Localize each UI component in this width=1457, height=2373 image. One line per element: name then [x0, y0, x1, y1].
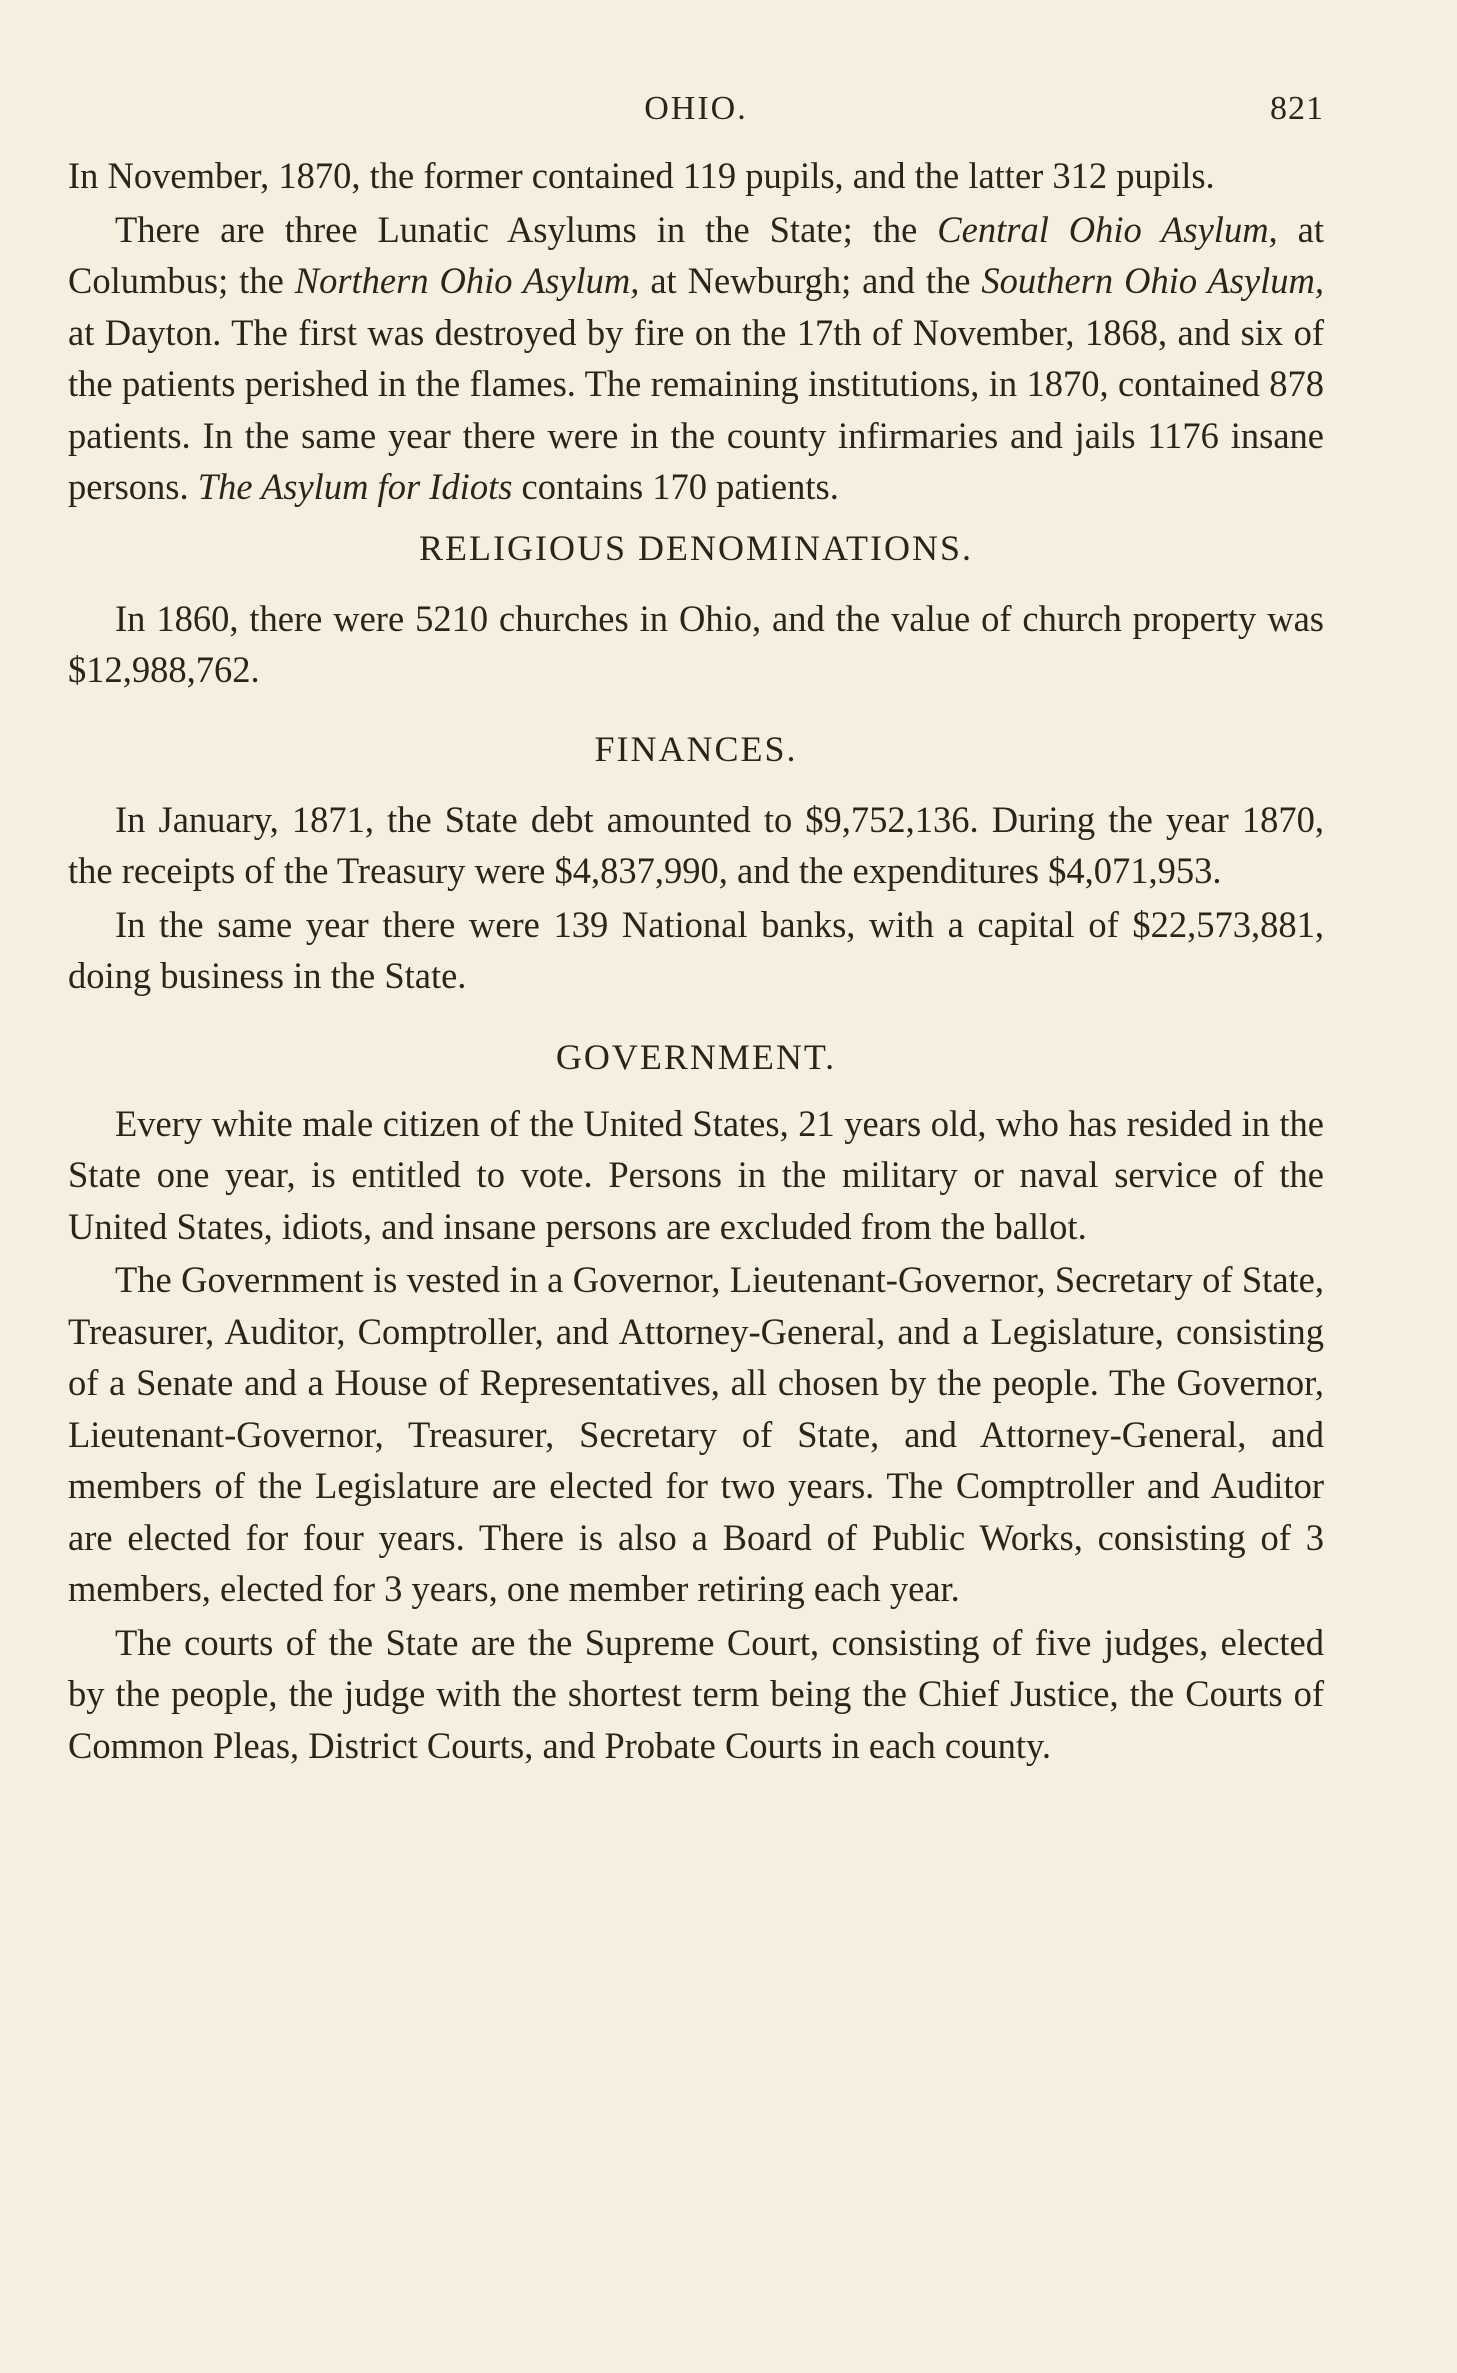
paragraph-national-banks: In the same year there were 139 National banks, with a capital of $22,573,881, doing business in the State.	[68, 903, 1324, 996]
asylum-name-idiots: The Asylum for Idiots	[197, 466, 513, 507]
asylums-text-1: There are three Lunatic Asylums in the State; the	[115, 208, 938, 250]
paragraph-voting: Every white male citizen of the United States, 21 years old, who has resided in the State one year, is entitled to vote. Persons in the military or naval service of the United States, idiots, and insane persons are excluded from the ballot.	[68, 1102, 1324, 1247]
heading-religious-denominations: RELIGIOUS DENOMINATIONS.	[419, 527, 973, 568]
book-page	[68, 90, 1324, 1773]
paragraph-state-debt: In January, 1871, the State debt amounted to $9,752,136. During the year 1870, the receipts of the Treasury were $4,837,990, and the expenditures $4,071,953.	[68, 798, 1324, 891]
asylum-name-northern: Northern Ohio Asylum,	[294, 260, 640, 301]
asylums-text-2: at Columbus; the	[68, 208, 1324, 301]
asylums-text-3: at Newburgh; and the	[639, 260, 982, 301]
asylums-text-4: at Dayton. The first was destroyed by fire on the 17th of November, 1868, and six of the patients perished in the flames. The remaining institutions, in 1870, contained 878 patients. In the same year there were in the county infirmaries and jails 1176 insane persons.	[68, 311, 1324, 507]
paragraph-government-officers: The Government is vested in a Governor, Lieutenant-Governor, Secretary of State, Treasurer, Auditor, Comptroller, and Attorney-General, and a Legislature, consisting of a Senate and a House of Representatives, all chosen by the people. The Governor, Lieutenant-Governor, Treasurer, Secretary of State, and Attorney-General, and members of the Legislature are elected for two years. The Comptroller and Auditor are elected for four years. There is also a Board of Public Works, consisting of 3 members, elected for 3 years, one member retiring each year.	[68, 1259, 1324, 1609]
paragraph-churches: In 1860, there were 5210 churches in Ohio, and the value of church property was $12,988,762.	[68, 597, 1324, 690]
running-head	[68, 90, 1324, 150]
page-number: 821	[1270, 90, 1324, 127]
paragraph-pupils: In November, 1870, the former contained 119 pupils, and the latter 312 pupils.	[68, 155, 1215, 196]
paragraph-courts: The courts of the State are the Supreme Court, consisting of five judges, elected by the people, the judge with the shortest term being the Chief Justice, the Courts of Common Pleas, District Courts, and Probate Courts in each county.	[68, 1621, 1324, 1766]
heading-government: GOVERNMENT.	[555, 1036, 837, 1077]
asylums-text-5: contains 170 patients.	[512, 466, 839, 507]
asylum-name-central: Central Ohio Asylum,	[937, 208, 1278, 250]
heading-finances: FINANCES.	[594, 728, 798, 769]
running-title: OHIO.	[644, 90, 748, 127]
asylum-name-southern: Southern Ohio Asylum,	[981, 260, 1324, 301]
paragraph-asylums	[68, 204, 1324, 513]
